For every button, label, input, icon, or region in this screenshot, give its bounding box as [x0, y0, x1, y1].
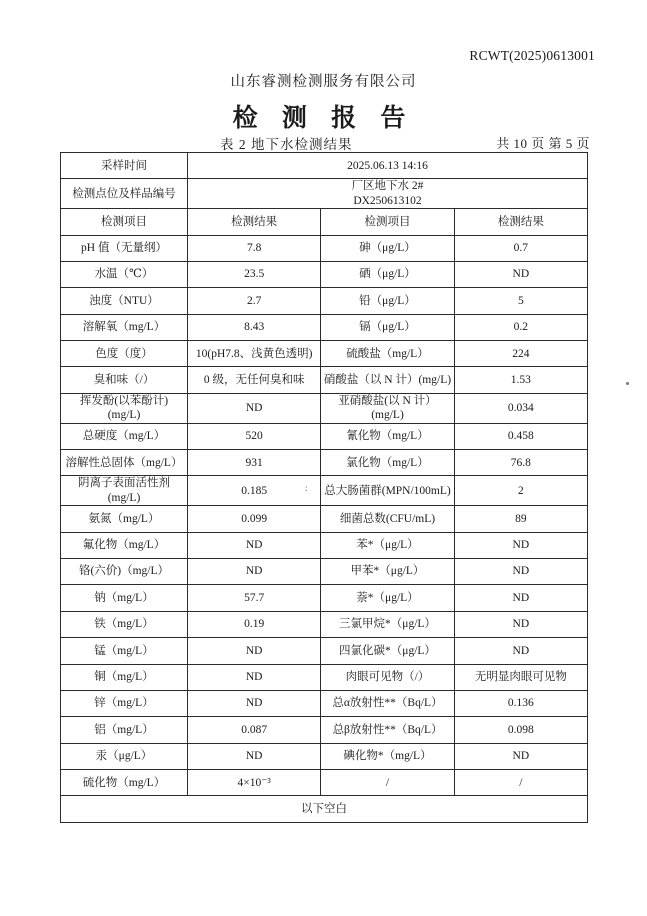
- item-result-right: ND: [454, 261, 587, 287]
- item-result-right: 1.53: [454, 367, 587, 393]
- column-header-result-right: 检测结果: [454, 209, 587, 235]
- item-name-right: 苯*（μg/L）: [321, 532, 454, 558]
- item-result-right: 5: [454, 288, 587, 314]
- item-name-right: 总大肠菌群(MPN/100mL): [321, 476, 454, 506]
- item-name-left: 铜（mg/L）: [61, 664, 188, 690]
- item-name-left: 臭和味（/）: [61, 367, 188, 393]
- item-name-right: 细菌总数(CFU/mL): [321, 506, 454, 532]
- item-name-left: 铁（mg/L）: [61, 611, 188, 637]
- table-body: [61, 153, 588, 823]
- item-name-right: 萘*（μg/L）: [321, 585, 454, 611]
- item-name-left: 总硬度（mg/L）: [61, 423, 188, 449]
- sample-point-label: 检测点位及样品编号: [61, 179, 188, 209]
- item-name-left: pH 值（无量纲）: [61, 235, 188, 261]
- item-result-left: 0.185: [188, 476, 321, 506]
- table-row: [61, 423, 588, 449]
- item-result-right: 224: [454, 341, 587, 367]
- item-name-left: 铬(六价)（mg/L）: [61, 558, 188, 584]
- item-result-left: ND: [188, 664, 321, 690]
- item-result-left: 0.087: [188, 717, 321, 743]
- item-result-right: 89: [454, 506, 587, 532]
- item-name-left: 铝（mg/L）: [61, 717, 188, 743]
- item-result-right: ND: [454, 611, 587, 637]
- item-name-right: 镉（μg/L）: [321, 314, 454, 340]
- table-row: [61, 341, 588, 367]
- company-name: 山东睿测检测服务有限公司: [230, 74, 417, 90]
- stray-dot-mark: [626, 382, 629, 385]
- table-row: [61, 393, 588, 423]
- item-result-left: ND: [188, 743, 321, 769]
- item-result-right: 0.458: [454, 423, 587, 449]
- item-result-left: 0 级，无任何臭和味: [188, 367, 321, 393]
- item-name-right: 亚硝酸盐(以 N 计）(mg/L): [321, 393, 454, 423]
- item-name-right: 总α放射性**（Bq/L）: [321, 690, 454, 716]
- table-row: [61, 717, 588, 743]
- item-name-left: 溶解性总固体（mg/L）: [61, 450, 188, 476]
- item-name-right: 硫酸盐（mg/L）: [321, 341, 454, 367]
- table-row: [61, 235, 588, 261]
- sampling-time-label: 采样时间: [61, 153, 188, 179]
- table-row: [61, 611, 588, 637]
- item-result-right: 0.098: [454, 717, 587, 743]
- item-name-right: 硒（μg/L）: [321, 261, 454, 287]
- table-row: [61, 261, 588, 287]
- item-name-right: 甲苯*（μg/L）: [321, 558, 454, 584]
- table-row: [61, 314, 588, 340]
- item-result-right: 0.034: [454, 393, 587, 423]
- sampling-time-value: 2025.06.13 14:16: [188, 153, 588, 179]
- item-name-right: 三氯甲烷*（μg/L）: [321, 611, 454, 637]
- item-result-left: ND: [188, 690, 321, 716]
- item-name-left: 汞（μg/L）: [61, 743, 188, 769]
- item-name-right: 氯化物（mg/L）: [321, 450, 454, 476]
- item-name-left: 氨氮（mg/L）: [61, 506, 188, 532]
- table-row: [61, 179, 588, 209]
- sample-point-line1: 厂区地下水 2#: [351, 180, 424, 193]
- item-result-left: ND: [188, 558, 321, 584]
- sample-point-value: [188, 179, 588, 209]
- item-result-left: 0.099: [188, 506, 321, 532]
- item-result-right: ND: [454, 532, 587, 558]
- item-result-left: ND: [188, 638, 321, 664]
- item-result-right: ND: [454, 585, 587, 611]
- item-name-left: 色度（度）: [61, 341, 188, 367]
- column-header-result-left: 检测结果: [188, 209, 321, 235]
- item-result-left: 2.7: [188, 288, 321, 314]
- item-result-right: 2: [454, 476, 587, 506]
- item-result-left: 23.5: [188, 261, 321, 287]
- table-subtitle: 表 2 地下水检测结果: [220, 137, 353, 152]
- item-name-left: 钠（mg/L）: [61, 585, 188, 611]
- item-name-right: 肉眼可见物（/）: [321, 664, 454, 690]
- document-code: RCWT(2025)0613001: [469, 48, 595, 63]
- table-row: [61, 476, 588, 506]
- table-row: [61, 664, 588, 690]
- table-header-row: [61, 209, 588, 235]
- table-row-blank-note: [61, 796, 588, 822]
- item-result-right: 0.7: [454, 235, 587, 261]
- table-row: [61, 288, 588, 314]
- item-result-left: ND: [188, 393, 321, 423]
- item-result-left: 520: [188, 423, 321, 449]
- item-name-left: 水温（℃）: [61, 261, 188, 287]
- item-result-right: /: [454, 770, 587, 796]
- item-result-left: 931: [188, 450, 321, 476]
- item-name-left: 硫化物（mg/L）: [61, 770, 188, 796]
- item-name-right: /: [321, 770, 454, 796]
- blank-note: 以下空白: [61, 796, 588, 822]
- table-row: [61, 506, 588, 532]
- item-result-left: 4×10⁻³: [188, 770, 321, 796]
- item-result-right: 无明显肉眼可见物: [454, 664, 587, 690]
- page-number-info: 共 10 页 第 5 页: [496, 136, 590, 151]
- item-result-left: 0.19: [188, 611, 321, 637]
- item-result-left: 8.43: [188, 314, 321, 340]
- item-name-left: 浊度（NTU）: [61, 288, 188, 314]
- item-result-right: ND: [454, 638, 587, 664]
- item-result-left: 10(pH7.8、浅黄色透明): [188, 341, 321, 367]
- table-row: [61, 743, 588, 769]
- item-result-right: ND: [454, 558, 587, 584]
- table-row: [61, 558, 588, 584]
- item-name-right: 四氯化碳*（μg/L）: [321, 638, 454, 664]
- table-row: [61, 585, 588, 611]
- subtitle-row: [60, 133, 590, 151]
- item-name-left: 锰（mg/L）: [61, 638, 188, 664]
- table-row: [61, 450, 588, 476]
- column-header-item-right: 检测项目: [321, 209, 454, 235]
- sample-point-line2: DX250613102: [353, 194, 422, 207]
- table-row: [61, 367, 588, 393]
- item-result-left: 7.8: [188, 235, 321, 261]
- item-result-right: 0.2: [454, 314, 587, 340]
- item-name-left: 锌（mg/L）: [61, 690, 188, 716]
- item-result-right: 0.136: [454, 690, 587, 716]
- item-result-right: 76.8: [454, 450, 587, 476]
- item-result-left: ND: [188, 532, 321, 558]
- item-name-left: 溶解氧（mg/L）: [61, 314, 188, 340]
- item-name-left: 挥发酚(以苯酚计) (mg/L): [61, 393, 188, 423]
- item-result-right: ND: [454, 743, 587, 769]
- column-header-item-left: 检测项目: [61, 209, 188, 235]
- table-row: [61, 770, 588, 796]
- item-name-right: 总β放射性**（Bq/L）: [321, 717, 454, 743]
- item-name-right: 硝酸盐（以 N 计）(mg/L): [321, 367, 454, 393]
- item-name-left: 阴离子表面活性剂(mg/L): [61, 476, 188, 506]
- table-row: [61, 532, 588, 558]
- table-row: [61, 638, 588, 664]
- table-row: [61, 153, 588, 179]
- table-row: [61, 690, 588, 716]
- stray-pen-mark: :: [305, 483, 308, 493]
- page-title: 检 测 报 告: [232, 105, 415, 132]
- item-name-right: 铅（μg/L）: [321, 288, 454, 314]
- groundwater-results-table: [60, 152, 588, 823]
- item-name-right: 砷（μg/L）: [321, 235, 454, 261]
- item-result-left: 57.7: [188, 585, 321, 611]
- item-name-left: 氟化物（mg/L）: [61, 532, 188, 558]
- item-name-right: 碘化物*（mg/L）: [321, 743, 454, 769]
- item-name-right: 氰化物（mg/L）: [321, 423, 454, 449]
